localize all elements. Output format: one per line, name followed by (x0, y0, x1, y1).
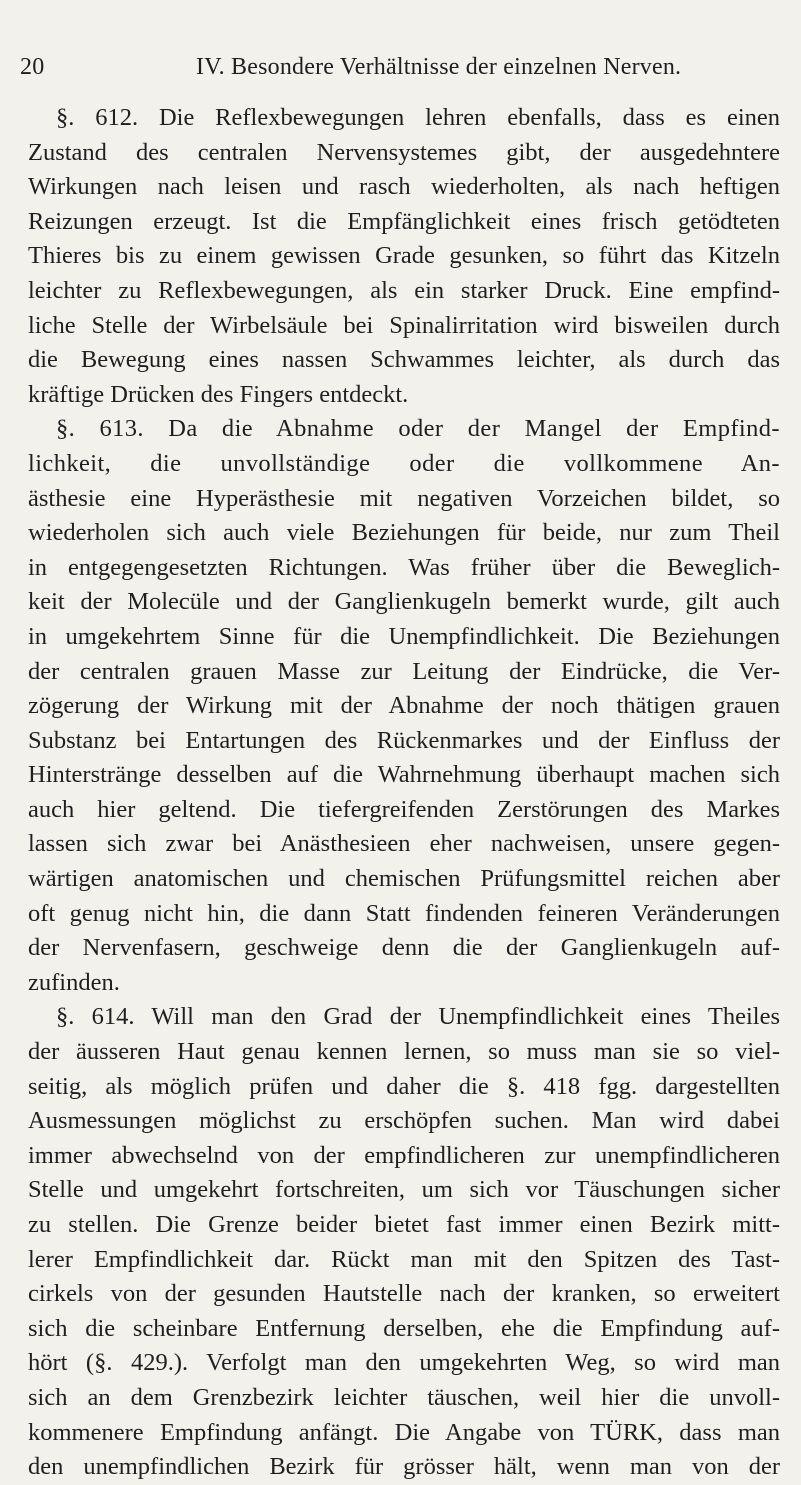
text-line: leichter zu Reflexbewegungen, als ein starker Druck. Eine empfind- (28, 276, 780, 304)
text-line: wärtigen anatomischen und chemischen Prüfungsmittel reichen aber (28, 865, 780, 893)
text-line: Substanz bei Entartungen des Rückenmarkes und der Einfluss der (28, 726, 780, 754)
text-line: hört (§. 429.). Verfolgt man den umgekehrten Weg, so wird man (28, 1349, 780, 1377)
text-line: sich an dem Grenzbezirk leichter täuschen, weil hier die unvoll- (28, 1383, 780, 1411)
page-number: 20 (20, 54, 45, 80)
text-line: seitig, als möglich prüfen und daher die §. 418 fgg. dargestellten (28, 1072, 780, 1100)
text-line: zufinden. (28, 968, 120, 996)
text-line: in umgekehrtem Sinne für die Unempfindlichkeit. Die Beziehungen (28, 622, 780, 650)
text-line: kräftige Drücken des Fingers entdeckt. (28, 380, 409, 408)
text-line: der Nervenfasern, geschweige denn die der Ganglienkugeln auf- (28, 934, 780, 962)
text-line: zu stellen. Die Grenze beider bietet fast immer einen Bezirk mitt- (28, 1211, 780, 1238)
text-line: in entgegengesetzten Richtungen. Was früher über die Beweglich- (28, 553, 780, 581)
text-line: kommenere Empfindung anfängt. Die Angabe von TÜRK, dass man (28, 1418, 780, 1446)
text-line: auch hier geltend. Die tiefergreifenden Zerstörungen des Markes (28, 795, 780, 823)
text-line: zögerung der Wirkung mit der Abnahme der noch thätigen grauen (28, 692, 780, 720)
text-line: der centralen grauen Masse zur Leitung der Eindrücke, die Ver- (28, 657, 780, 685)
text-line: keit der Molecüle und der Ganglienkugeln bemerkt wurde, gilt auch (28, 588, 780, 616)
text-line: den unempfindlichen Bezirk für grösser hält, wenn man von der (28, 1453, 780, 1481)
running-head (20, 54, 753, 88)
text-line: immer abwechselnd von der empfindlicheren zur unempfindlicheren (28, 1141, 780, 1169)
body-text (28, 101, 780, 1485)
text-line: Thieres bis zu einem gewissen Grade gesunken, so führt das Kitzeln (28, 242, 780, 270)
text-line: wiederholen sich auch viele Beziehungen für beide, nur zum Theil (28, 519, 780, 547)
text-line: §. 612. Die Reflexbewegungen lehren ebenfalls, dass es einen (56, 104, 780, 131)
text-line: der äusseren Haut genau kennen lernen, so muss man sie so viel- (28, 1038, 780, 1066)
text-line: Stelle und umgekehrt fortschreiten, um sich vor Täuschungen sicher (28, 1176, 780, 1204)
text-line: sich die scheinbare Entfernung derselben, ehe die Empfindung auf- (28, 1314, 780, 1342)
text-line: §. 614. Will man den Grad der Unempfindlichkeit eines Theiles (56, 1003, 780, 1031)
text-line: Zustand des centralen Nervensystemes gibt, der ausgedehntere (28, 138, 780, 166)
text-line: Reizungen erzeugt. Ist die Empfänglichkeit eines frisch getödteten (28, 207, 780, 235)
text-line: Hinterstränge desselben auf die Wahrnehmung überhaupt machen sich (28, 761, 780, 789)
text-line: ästhesie eine Hyperästhesie mit negativen Vorzeichen bildet, so (28, 484, 780, 512)
text-line: lichkeit, die unvollständige oder die vollkommene An- (28, 449, 780, 477)
text-line: oft genug nicht hin, die dann Statt findenden feineren Veränderungen (28, 899, 780, 927)
text-line: die Bewegung eines nassen Schwammes leichter, als durch das (28, 346, 780, 374)
text-line: lassen sich zwar bei Anästhesieen eher nachweisen, unsere gegen- (28, 830, 780, 858)
text-line: liche Stelle der Wirbelsäule bei Spinalirritation wird bisweilen durch (28, 311, 780, 339)
text-line: cirkels von der gesunden Hautstelle nach der kranken, so erweitert (28, 1280, 780, 1308)
text-line: §. 613. Da die Abnahme oder der Mangel der Empfind- (56, 415, 780, 443)
text-line: Wirkungen nach leisen und rasch wiederholten, als nach heftigen (28, 173, 780, 201)
running-head-title: IV. Besondere Verhältnisse der einzelnen Nerven. (196, 54, 682, 80)
text-line: lerer Empfindlichkeit dar. Rückt man mit den Spitzen des Tast- (28, 1245, 780, 1273)
text-line: Ausmessungen möglichst zu erschöpfen suchen. Man wird dabei (28, 1107, 780, 1135)
